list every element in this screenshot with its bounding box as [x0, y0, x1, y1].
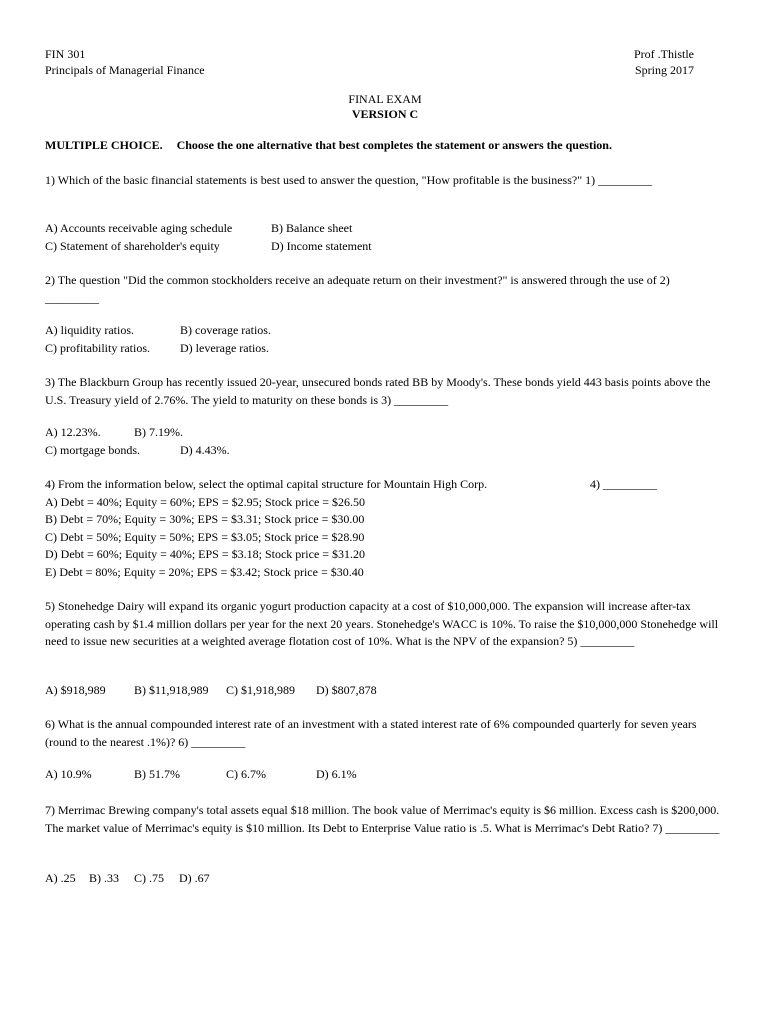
- question-6-options: [45, 766, 357, 784]
- option-c: C) 6.7%: [226, 767, 266, 781]
- question-4: [45, 476, 725, 581]
- exam-title-block: [0, 92, 770, 122]
- question-3-options: [45, 424, 230, 459]
- option-d: D) 4.43%.: [180, 442, 230, 457]
- section-instruction: Choose the one alternative that best completes the statement or answers the question.: [176, 138, 612, 152]
- option-c: C) .75: [134, 871, 164, 885]
- option-c: C) $1,918,989: [226, 683, 295, 697]
- option-a: A) liquidity ratios.: [45, 323, 134, 337]
- question-2-options: [45, 322, 271, 357]
- option-a: A) .25: [45, 871, 76, 885]
- question-1: [45, 172, 725, 190]
- option-d: D) Debt = 60%; Equity = 40%; EPS = $3.18; Stock price = $31.20: [45, 547, 366, 561]
- option-d: D) 6.1%: [316, 767, 357, 781]
- exam-version: VERSION C: [351, 107, 419, 121]
- option-b: B) 7.19%.: [134, 425, 183, 439]
- option-a: A) Accounts receivable aging schedule: [45, 221, 233, 235]
- option-a: A) 10.9%: [45, 767, 92, 781]
- section-heading: [45, 138, 612, 153]
- course-name: Principals of Managerial Finance: [45, 63, 205, 77]
- question-2: [45, 272, 725, 307]
- option-b: B) $11,918,989: [134, 683, 209, 697]
- question-1-options: [45, 220, 372, 255]
- option-c: C) Statement of shareholder's equity: [45, 238, 220, 253]
- option-d: D) $807,878: [316, 683, 377, 697]
- question-3: [45, 374, 725, 409]
- question-text: 2) The question "Did the common stockholders receive an adequate return on their investment?" is answered through the use of 2) _________: [45, 273, 670, 305]
- question-5: [45, 598, 725, 651]
- question-5-options: [45, 682, 377, 700]
- option-b: B) 51.7%: [134, 767, 180, 781]
- option-a: A) 12.23%.: [45, 425, 101, 439]
- instructor-header: [634, 46, 694, 78]
- question-text: 4) From the information below, select the optimal capital structure for Mountain High Corp.: [45, 477, 488, 491]
- option-d: D) leverage ratios.: [180, 340, 269, 355]
- option-a: A) Debt = 40%; Equity = 60%; EPS = $2.95; Stock price = $26.50: [45, 494, 366, 509]
- option-b: B) Balance sheet: [271, 221, 353, 235]
- option-b: B) .33: [89, 871, 119, 885]
- question-text: 1) Which of the basic financial statements is best used to answer the question, "How profitable is the business?" 1) _________: [45, 173, 653, 187]
- question-6: [45, 716, 725, 751]
- option-c: C) profitability ratios.: [45, 340, 150, 355]
- option-c: C) Debt = 50%; Equity = 50%; EPS = $3.05; Stock price = $28.90: [45, 529, 365, 544]
- option-d: D) Income statement: [271, 238, 372, 253]
- question-text: 7) Merrimac Brewing company's total assets equal $18 million. The book value of Merrimac's equity is $6 million. Excess cash is $200,000. The market value of Merrimac's equity is $10 million. Its Debt to Enterprise Value ratio is .5. What is Merrimac's Debt Ratio? 7) _________: [45, 803, 720, 835]
- question-7-options: [45, 870, 210, 888]
- course-header: [45, 46, 205, 78]
- option-c: C) mortgage bonds.: [45, 442, 140, 457]
- option-d: D) .67: [179, 871, 210, 885]
- term: Spring 2017: [634, 63, 694, 77]
- question-7: [45, 802, 725, 837]
- course-code: FIN 301: [45, 47, 86, 61]
- option-b: B) coverage ratios.: [180, 323, 271, 337]
- option-b: B) Debt = 70%; Equity = 30%; EPS = $3.31; Stock price = $30.00: [45, 512, 365, 526]
- question-text: 6) What is the annual compounded interest rate of an investment with a stated interest rate of 6% compounded quarterly for seven years (round to the nearest .1%)? 6) _________: [45, 717, 697, 749]
- question-text: 5) Stonehedge Dairy will expand its organic yogurt production capacity at a cost of $10,000,000. The expansion will increase after-tax operating cash by $1.4 million dollars per year for the next 20 years. Stonehedge's WACC is 10%. To raise the $10,000,000 Stonehedge will need to issue new securities at a weighted average flotation cost of 10%. What is the NPV of the expansion? 5) _________: [45, 599, 719, 648]
- exam-title: FINAL EXAM: [348, 92, 422, 106]
- option-e: E) Debt = 80%; Equity = 20%; EPS = $3.42; Stock price = $30.40: [45, 564, 364, 579]
- professor-name: Prof .Thistle: [634, 47, 694, 61]
- answer-blank: 4) _________: [590, 477, 657, 491]
- section-label: MULTIPLE CHOICE.: [45, 138, 163, 152]
- option-a: A) $918,989: [45, 683, 106, 697]
- question-text: 3) The Blackburn Group has recently issued 20-year, unsecured bonds rated BB by Moody's. These bonds yield 443 basis points above the U.S. Treasury yield of 2.76%. The yield to maturity on these bonds is 3) _________: [45, 375, 711, 407]
